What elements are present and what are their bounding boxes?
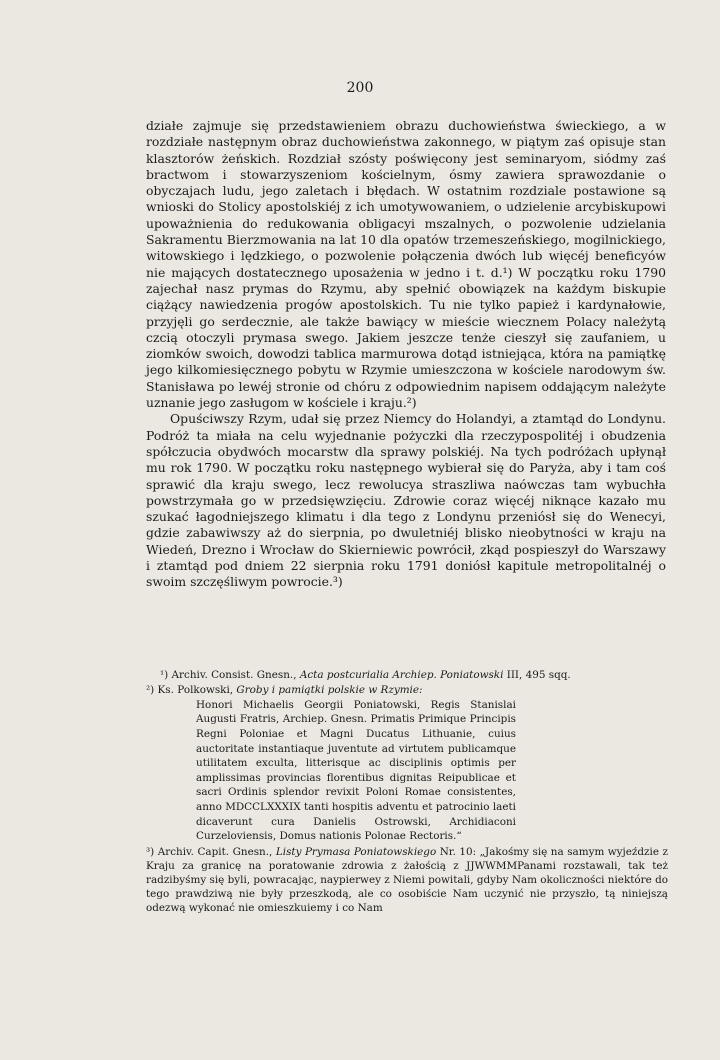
- footnote-3-marker: ³): [146, 845, 155, 858]
- footnote-3-letter: Nr. 10: „Jakośmy się na samym wyjeździe z Kraju za granicę na poratowanie zdrowia z żałością z JJWWMMPanami rozstawali, tak też radzibyśmy się byli, powracając, naypierwey z Niemi powitali, gdyby Nam okoliczności niektóre do tego prawdziwą nie były przeszkodą, ale co osobiście Nam uczynić nie przyszło, tą niniejszą odezwą wykonać nie omieszkuiemy i co Nam: [146, 845, 668, 914]
- footnote-3-text: Archiv. Capit. Gnesn.,: [157, 845, 276, 858]
- footnote-3: [146, 845, 668, 915]
- footnote-1-title: Acta postcurialia Archiep. Poniatowski: [299, 669, 504, 681]
- footnote-1-ref: III, 495 sqq.: [503, 669, 571, 681]
- footnote-2-text: Ks. Polkowski,: [157, 684, 237, 697]
- footnote-2-marker: ²): [146, 684, 155, 697]
- footnote-1: [146, 668, 668, 682]
- footnote-1-text: Archiv. Consist. Gnesn.,: [171, 669, 300, 681]
- footnotes: [146, 668, 668, 916]
- paragraph-2: Opuściwszy Rzym, udał się przez Niemcy do Holandyi, a ztamtąd do Londynu. Podróż ta miała na celu wyjednanie pożyczki dla rzeczypospolitéj i obudzenia spółczucia obydwóch mocarstw dla sprawy polskiéj. Na tych podróżach upłynął mu rok 1790. W początku roku następnego wybierał się do Paryża, aby i tam coś sprawić dla kraju swego, lecz rewolucya straszliwa naówczas tam wybuchła powstrzymała go w przedsięwzięciu. Zdrowie coraz więcéj niknące kazało mu szukać łagodniejszego klimatu i dla tego z Londynu przeniósł się do Wenecyi, gdzie zabawiwszy aż do sierpnia, po dwuletniéj blisko nieobytności w kraju na Wiedeń, Drezno i Wrocław do Skierniewic powrócił, zkąd pospieszył do Warszawy i ztamtąd pod dniem 22 sierpnia roku 1791 doniósł kapitule metropolitalnéj o swoim szczęśliwym powrocie.³): [146, 411, 666, 590]
- inscription-quote: Honori Michaelis Georgii Poniatowski, Regis Stanislai Augusti Fratris, Archiep. Gnesn. Primatis Primique Principis Regni Poloniae et Magni Ducatus Lithuanie, cuius auctoritate instantiaque juventute ad virtutem publicamque utilitatem exculta, litterisque ac disciplinis optimis per amplissimas provincias florentibus dignitas Reipublicae et sacri Ordinis splendor revixit Poloni Romae consistentes, anno MDCCLXXXIX tanti hospitis adventu et patrocinio laeti dicaverunt cura Danielis Ostrowski, Archidiaconi Curzeloviensis, Domus nationis Polonae Rectoris.“: [196, 698, 516, 843]
- footnote-2: [146, 683, 668, 843]
- footnote-2-title: Groby i pamiątki polskie w Rzymie:: [236, 684, 423, 697]
- paragraph-1: działe zajmuje się przedstawieniem obrazu duchowieństwa świeckiego, a w rozdziałe następnym obraz duchowieństwa zakonnego, w piątym zaś opisuje stan klasztorów żeńskich. Rozdział szósty poświęcony jest seminaryom, siódmy zaś bractwom i stowarzyszeniom kościelnym, ósmy zawiera sprawozdanie o obyczajach ludu, jego zaletach i błędach. W ostatnim rozdziale postawione są wnioski do Stolicy apostolskiéj z ich umotywowaniem, o udzielenie arcybiskupowi upoważnienia do redukowania obligacyi mszalnych, o pozwolenie udzielania Sakramentu Bierzmowania na lat 10 dla opatów trzemeszeńskiego, mogilnickiego, witowskiego i lędzkiego, o pozwolenie połączenia dwóch lub więcéj beneficyów nie mających dostatecznego uposażenia w jedno i t. d.¹) W początku roku 1790 zajechał nasz prymas do Rzymu, aby spełnić obowiązek na każdym biskupie ciążący nawiedzenia progów apostolskich. Tu nie tylko papież i kardynałowie, przyjęli go serdecznie, ale także bawiący w mieście wiecznem Polacy należytą czcią otoczyli prymasa swego. Jakiem jeszcze tenże cieszył się zaufaniem, u ziomków swoich, dowodzi tablica marmurowa dotąd istniejąca, która na pamiątkę jego kilkomiesięcznego pobytu w Rzymie umieszczona w kościele narodowym św. Stanisława po lewéj stronie od chóru z odpowiednim napisem oddającym należyte uznanie jego zasługom w kościele i kraju.²): [146, 118, 666, 411]
- footnote-3-title: Listy Prymasa Poniatowskiego: [275, 845, 437, 858]
- footnote-1-marker: ¹): [160, 669, 169, 681]
- main-text: [146, 118, 666, 591]
- page-number: 200: [346, 80, 374, 96]
